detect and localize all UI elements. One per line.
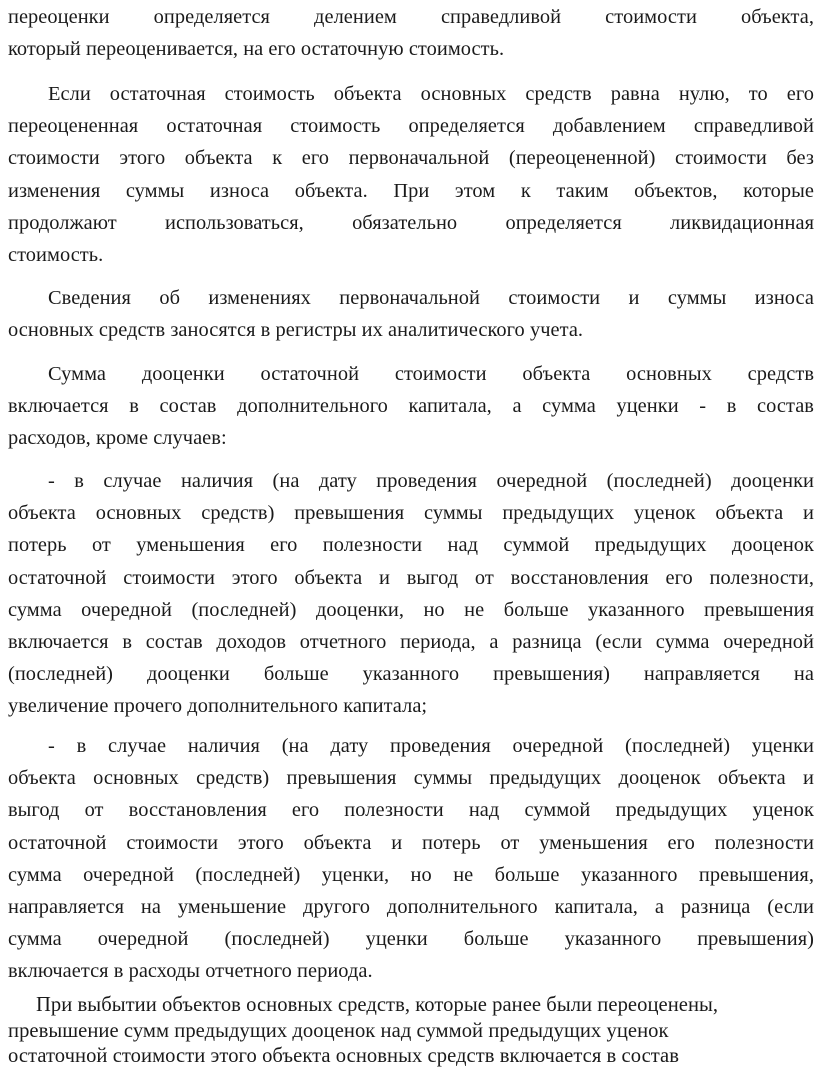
text-line: переоцененная остаточная стоимость определяется добавлением справедливой (8, 115, 814, 138)
text-line: - в случае наличия (на дату проведения очередной (последней) дооценки (48, 470, 814, 492)
text-line: который переоценивается, на его остаточную стоимость. (8, 38, 505, 61)
text-line: сумма очередной (последней) уценки больше указанного превышения) (8, 928, 814, 951)
text-line: потерь от уменьшения его полезности над суммой предыдущих дооценок (8, 534, 814, 557)
text-line: сумма очередной (последней) дооценки, но не больше указанного превышения (8, 598, 814, 621)
paragraph-case-upward (8, 465, 814, 723)
paragraph-disposal (8, 993, 808, 1070)
paragraph-revaluation-capital (8, 358, 814, 455)
paragraph-registers (8, 282, 814, 346)
text-line: объекта основных средств) превышения суммы предыдущих дооценок объекта и (8, 767, 814, 790)
text-line: изменения суммы износа объекта. При этом к таким объектов, которые (8, 179, 814, 202)
text-line: остаточной стоимости этого объекта и потерь от уменьшения его полезности (8, 831, 814, 854)
text-line: увеличение прочего дополнительного капитала; (8, 695, 428, 718)
text-line: расходов, кроме случаев: (8, 427, 227, 450)
text-line: Сумма дооценки остаточной стоимости объекта основных средств (48, 363, 814, 385)
text-line: направляется на уменьшение другого дополнительного капитала, а разница (если (8, 896, 814, 919)
text-line: включается в расходы отчетного периода. (8, 960, 373, 983)
text-line: (последней) дооценки больше указанного превышения) направляется на (8, 663, 814, 686)
text-line: превышение сумм предыдущих дооценок над суммой предыдущих уценок (8, 1019, 669, 1042)
text-line: включается в состав доходов отчетного периода, а разница (если сумма очередной (8, 631, 814, 654)
text-line: стоимости этого объекта к его первоначальной (переоцененной) стоимости без (8, 147, 814, 170)
text-line: остаточной стоимости этого объекта и выгод от восстановления его полезности, (8, 566, 814, 589)
text-line: остаточной стоимости этого объекта основных средств включается в состав (8, 1045, 680, 1067)
text-line: - в случае наличия (на дату проведения очередной (последней) уценки (48, 735, 814, 757)
text-line: переоценки определяется делением справедливой стоимости объекта, (8, 6, 814, 28)
text-line: Если остаточная стоимость объекта основных средств равна нулю, то его (48, 83, 814, 105)
text-line: сумма очередной (последней) уценки, но не больше указанного превышения, (8, 863, 814, 886)
text-line: основных средств заносятся в регистры их аналитического учета. (8, 319, 584, 342)
text-line: продолжают использоваться, обязательно определяется ликвидационная (8, 211, 814, 234)
text-line: стоимость. (8, 244, 104, 267)
text-line: При выбытии объектов основных средств, которые ранее были переоценены, (36, 994, 719, 1016)
paragraph-case-downward (8, 730, 814, 988)
paragraph-zero-residual-value (8, 78, 814, 271)
paragraph-revaluation-index (8, 1, 814, 65)
text-line: Сведения об изменениях первоначальной стоимости и суммы износа (48, 287, 814, 309)
text-line: выгод от восстановления его полезности над суммой предыдущих уценок (8, 799, 814, 822)
text-line: включается в состав дополнительного капитала, а сумма уценки - в состав (8, 395, 814, 418)
text-line: объекта основных средств) превышения суммы предыдущих уценок объекта и (8, 502, 814, 525)
